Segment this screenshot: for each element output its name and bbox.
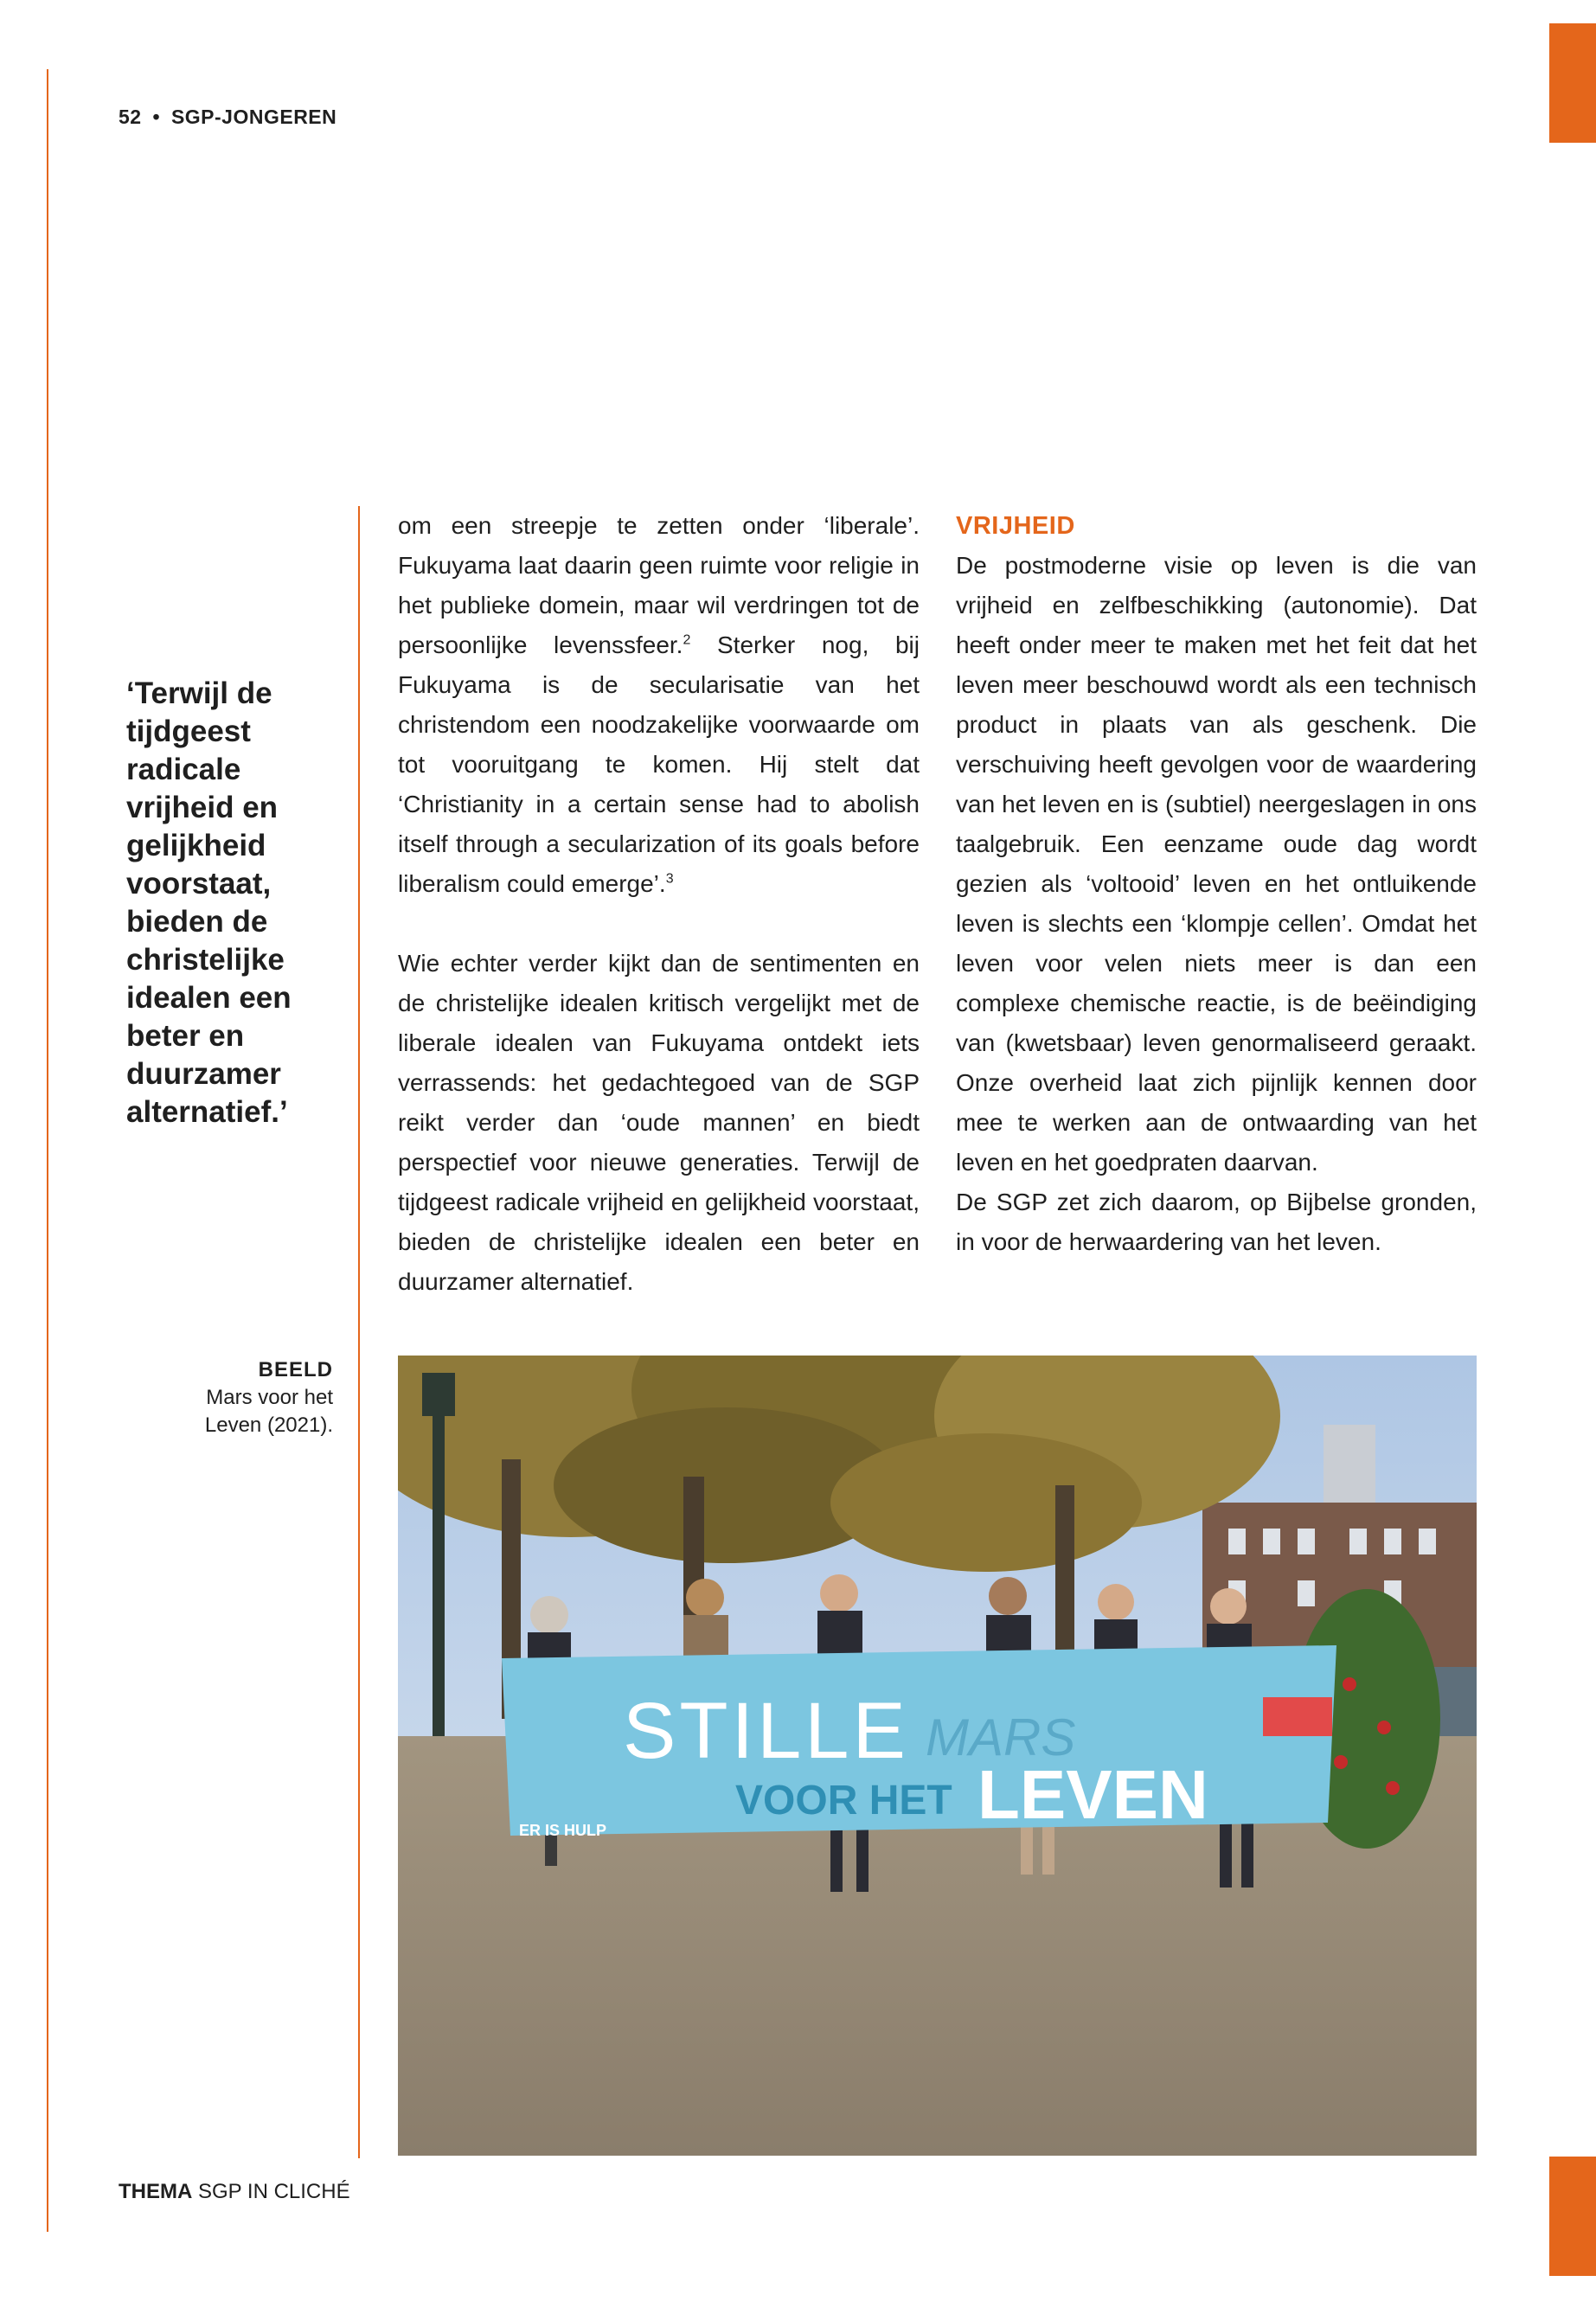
caption-text: Mars voor het Leven (2021). bbox=[204, 1386, 333, 1437]
march-photo bbox=[398, 1356, 1477, 2156]
page-number: 52 bbox=[119, 106, 142, 128]
header-separator: • bbox=[152, 106, 161, 128]
banner-word-leven: LEVEN bbox=[977, 1756, 1208, 1833]
footer-theme-label: THEMA bbox=[119, 2180, 193, 2203]
section-heading: VRIJHEID bbox=[956, 512, 1075, 540]
left-margin-rule bbox=[47, 69, 48, 2232]
banner-logo-sign bbox=[1263, 1697, 1332, 1736]
column1-text-b: Sterker nog, bij Fukuyama is de secularisatie van het christendom een noodzakelijke voorwaarde om tot vooruitgang te komen. Hij stelt dat ‘Christianity in a certain sense had to abolish itself through a secularization of its goals before liberalism could emerge’. bbox=[398, 631, 920, 897]
pull-quote: ‘Terwijl de tijdgeest radicale vrijheid en gelijkheid voorstaat, bieden de christelijke idealen een beter en duurzamer alternatief.’ bbox=[126, 676, 292, 1129]
orange-tab-top bbox=[1549, 23, 1596, 143]
banner-word-mars: MARS bbox=[926, 1708, 1076, 1766]
article-column-2 bbox=[956, 506, 1477, 1262]
orange-tab-bottom bbox=[1549, 2157, 1596, 2276]
running-header bbox=[119, 106, 337, 129]
lamp-post bbox=[433, 1407, 445, 1771]
footer-theme-title: SGP IN CLICHÉ bbox=[198, 2180, 350, 2203]
column1-paragraph-2: Wie echter verder kijkt dan de sentimenten en de christelijke idealen kritisch vergelijkt met de liberale idealen van Fukuyama ontdekt iets verrassends: het gedachtegoed van de SGP reikt verder dan ‘oude mannen’ en biedt perspectief voor nieuwe generaties. Terwijl de tijdgeest radicale vrijheid en gelijkheid voorstaat, bieden de christelijke idealen een beter en duurzamer alternatief. bbox=[398, 950, 920, 1295]
article-column-1 bbox=[398, 506, 920, 1302]
footnote-ref-3: 3 bbox=[665, 871, 674, 887]
banner-logo-text: ER IS HULP bbox=[519, 1822, 607, 1839]
column1-text-a: om een streepje te zetten onder ‘liberale’. Fukuyama laat daarin geen ruimte voor religie in het publieke domein, maar wil verdringen tot de persoonlijke levenssfeer. bbox=[398, 512, 920, 658]
march-photo-illustration bbox=[398, 1356, 1477, 2156]
photo-caption bbox=[156, 1356, 333, 1439]
footnote-ref-2: 2 bbox=[683, 632, 691, 648]
publication-name: SGP-JONGEREN bbox=[170, 106, 337, 128]
banner-word-stille: STILLE bbox=[623, 1687, 909, 1775]
column1-paragraph-1 bbox=[398, 506, 920, 904]
column2-paragraph-2: De SGP zet zich daarom, op Bijbelse gronden, in voor de herwaardering van het leven. bbox=[956, 1189, 1477, 1255]
footer bbox=[119, 2180, 350, 2204]
caption-label: BEELD bbox=[258, 1358, 333, 1381]
column-divider-rule bbox=[358, 506, 360, 2158]
banner-word-voor-het: VOOR HET bbox=[735, 1778, 952, 1823]
column2-paragraph-1: De postmoderne visie op leven is die van vrijheid en zelfbeschikking (autonomie). Dat heeft onder meer te maken met het feit dat het leven meer beschouwd wordt als een technisch product in plaats van als geschenk. Die verschuiving heeft gevolgen voor de waardering van het leven en is (subtiel) neergeslagen in ons taalgebruik. Een eenzame oude dag wordt gezien als ‘voltooid’ leven en het ontluikende leven is slechts een ‘klompje cellen’. Omdat het leven voor velen niets meer is dan een complexe chemische reactie, is de beëindiging van (kwetsbaar) leven genormaliseerd geraakt. Onze overheid laat zich pijnlijk kennen door mee te werken aan de ontwaarding van het leven en het goedpraten daarvan. bbox=[956, 552, 1477, 1176]
